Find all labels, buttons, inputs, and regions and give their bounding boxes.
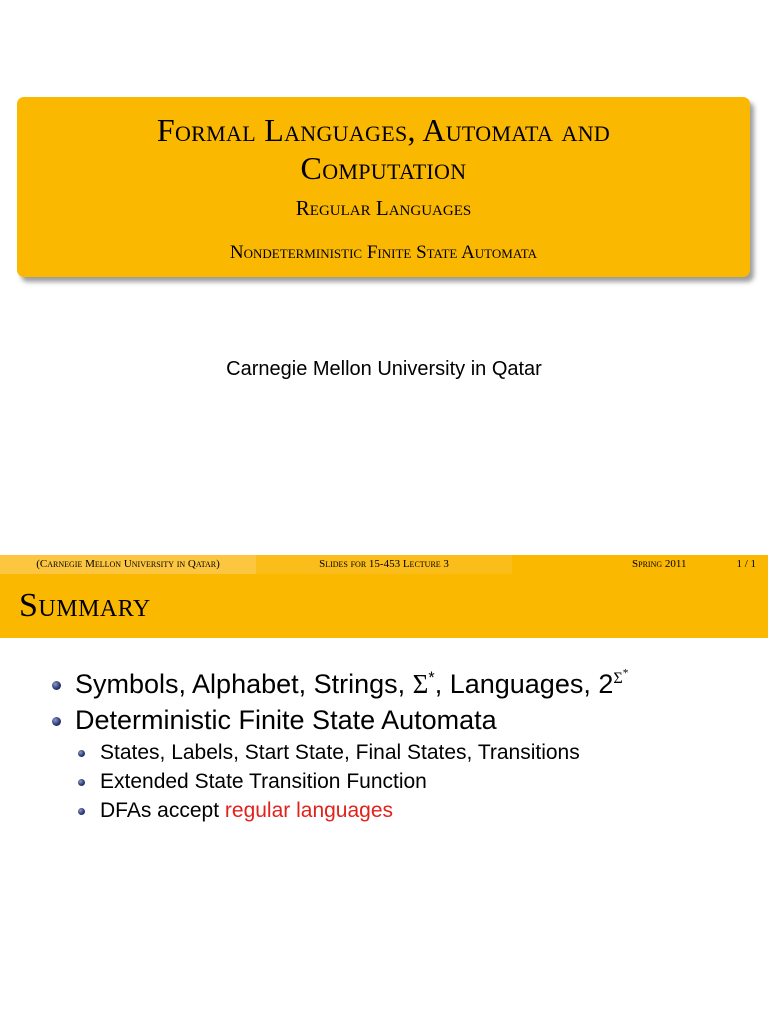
list-item-text-cont: , Languages, 2: [434, 669, 614, 699]
list-item-text: Symbols, Alphabet, Strings,: [75, 669, 413, 699]
highlighted-term: regular languages: [224, 799, 394, 822]
sublist-item-text: DFAs accept: [100, 799, 225, 822]
presentation-subtitle: Regular Languages: [295, 196, 472, 220]
ball-bullet-icon: [78, 750, 85, 757]
sublist-item: [78, 796, 752, 825]
ball-bullet-icon: [78, 779, 85, 786]
sublist-item: [78, 767, 752, 796]
sublist-item-text: Extended State Transition Function: [100, 770, 427, 793]
summary-sublist: [78, 738, 752, 825]
institute-name: Carnegie Mellon University in Qatar: [226, 358, 542, 380]
presentation-subsubtitle: Nondeterministic Finite State Automata: [229, 242, 538, 263]
sigma-symbol: Σ: [412, 669, 429, 699]
powerset-exponent: [613, 669, 628, 687]
ball-bullet-icon: [52, 717, 61, 726]
title-line-1: Formal Languages, Automata and: [156, 112, 611, 148]
presentation-title: [17, 111, 750, 187]
list-item-text: Deterministic Finite State Automata: [75, 705, 497, 735]
summary-slide: [0, 555, 768, 1024]
exponent-sigma: Σ: [613, 669, 623, 687]
kleene-star: *: [428, 669, 435, 687]
footer-page-number: 1 / 1: [736, 558, 756, 570]
frame-title-bar: [0, 574, 768, 638]
exponent-star: *: [622, 667, 629, 680]
ball-bullet-icon: [52, 681, 61, 690]
title-line-2: Computation: [300, 150, 467, 186]
footer-bar: [0, 555, 768, 574]
footer-institute: (Carnegie Mellon University in Qatar): [0, 555, 256, 574]
footer-lecture: Slides for 15-453 Lecture 3: [256, 555, 512, 574]
sublist-item: [78, 738, 752, 767]
frame-title: Summary: [19, 587, 151, 624]
sublist-item-text: States, Labels, Start State, Final States, Transitions: [100, 741, 580, 764]
footer-date: Spring 2011: [632, 558, 687, 570]
summary-list: [52, 666, 752, 825]
title-box: [17, 97, 750, 277]
footer-right-panel: [512, 555, 768, 574]
list-item: [52, 702, 752, 738]
ball-bullet-icon: [78, 808, 85, 815]
list-item: [52, 666, 752, 702]
